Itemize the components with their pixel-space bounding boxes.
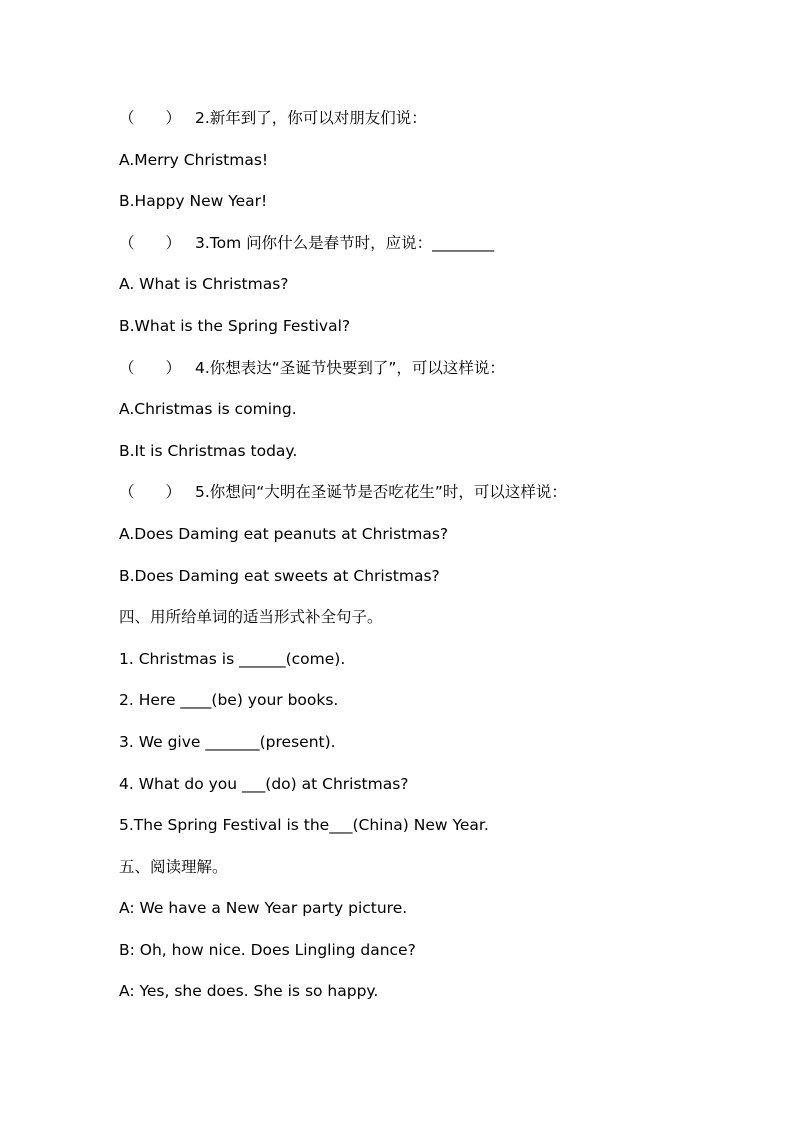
dialogue-line-3: A: Yes, she does. She is so happy.: [119, 982, 379, 1001]
question-3-prompt: [119, 229, 719, 271]
answer-bracket: （ ）: [119, 109, 182, 127]
section-4-item-2: 2. Here ____(be) your books.: [119, 691, 339, 710]
question-text: 5.你想问“大明在圣诞节是否吃花生”时，可以这样说：: [195, 483, 567, 502]
question-4-option-b: B.It is Christmas today.: [119, 441, 298, 460]
question-4-prompt: [119, 354, 719, 396]
section-4-item-1: 1. Christmas is ______(come).: [119, 649, 346, 668]
section-4-item-4: 4. What do you ___(do) at Christmas?: [119, 774, 409, 793]
question-2-prompt: [119, 104, 719, 146]
answer-bracket: （ ）: [119, 233, 182, 252]
dialogue-line-1: A: We have a New Year party picture.: [119, 899, 408, 918]
question-3-option-b: B.What is the Spring Festival?: [119, 316, 351, 335]
question-text: 2.新年到了，你可以对朋友们说：: [195, 109, 427, 127]
answer-bracket: （ ）: [119, 483, 182, 502]
section-5-heading: 五、阅读理解。: [119, 857, 228, 876]
question-5-prompt: [119, 478, 719, 520]
question-3-option-a: A. What is Christmas?: [119, 275, 289, 294]
section-4-item-3: 3. We give _______(present).: [119, 732, 336, 751]
question-4-option-a: A.Christmas is coming.: [119, 400, 297, 419]
section-4-item-5: 5.The Spring Festival is the___(China) New Year.: [119, 816, 489, 835]
question-2-option-b: B.Happy New Year!: [119, 192, 268, 211]
question-5-option-b: B.Does Daming eat sweets at Christmas?: [119, 566, 440, 585]
question-2-option-a: A.Merry Christmas!: [119, 150, 269, 169]
question-text: 4.你想表达“圣诞节快要到了”，可以这样说：: [195, 358, 505, 377]
dialogue-line-2: B: Oh, how nice. Does Lingling dance?: [119, 940, 416, 959]
worksheet-content: [119, 104, 719, 1019]
section-4-heading: 四、用所给单词的适当形式补全句子。: [119, 608, 383, 627]
answer-bracket: （ ）: [119, 358, 182, 377]
question-text: 3.Tom 问你什么是春节时，应说：________: [195, 233, 495, 252]
question-5-option-a: A.Does Daming eat peanuts at Christmas?: [119, 524, 449, 543]
